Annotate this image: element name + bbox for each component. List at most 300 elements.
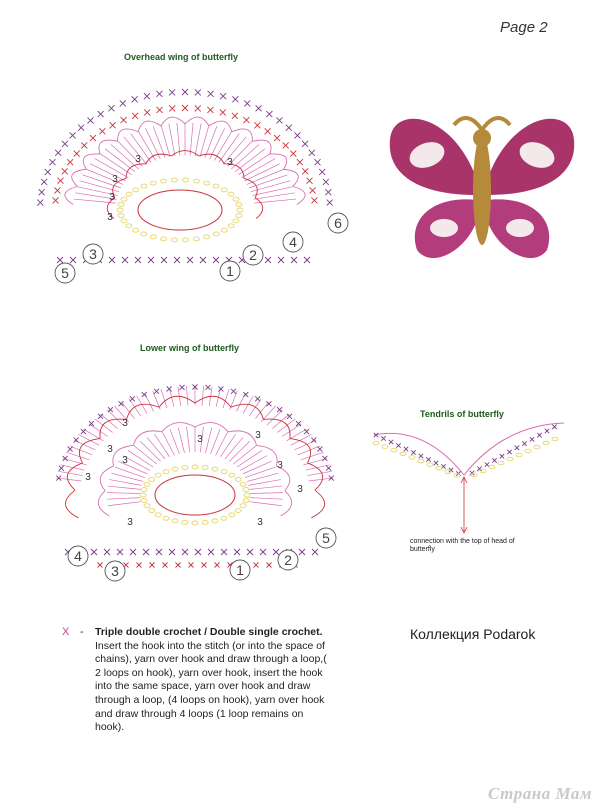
stitch-mark <box>108 105 114 111</box>
chain-stitch <box>525 449 531 453</box>
stitch-mark <box>154 389 159 394</box>
chain-stitch <box>236 214 242 218</box>
stitch-mark <box>163 563 168 568</box>
stitch-mark <box>311 197 317 203</box>
stitch-mark <box>260 549 266 555</box>
stitch-mark <box>110 122 116 128</box>
stitch-mark <box>277 407 282 412</box>
chain-stitch <box>171 238 177 242</box>
stitch-mark <box>266 111 272 117</box>
chain-stitch <box>418 459 424 463</box>
stitch-mark <box>182 549 188 555</box>
stitch-mark <box>315 159 321 165</box>
stitch-mark <box>327 200 333 206</box>
stitch-post <box>282 424 301 437</box>
stitch-mark <box>220 109 226 115</box>
stitch-mark <box>74 438 79 443</box>
stitch-mark <box>325 189 331 195</box>
stitch-mark <box>109 257 115 263</box>
stitch-mark <box>265 257 271 263</box>
stitch-mark <box>291 257 297 263</box>
chain-stitch <box>240 504 246 508</box>
stitch-mark <box>70 132 76 138</box>
stitch-mark <box>205 385 210 390</box>
stitch-mark <box>276 117 282 123</box>
lower-step-3: 3 <box>111 563 119 579</box>
chain-stitch <box>163 516 169 520</box>
scallop-row <box>65 396 324 518</box>
collection-label: Коллекция Podarok <box>410 626 536 642</box>
stitch-mark <box>98 111 104 117</box>
chain-stitch <box>221 470 227 474</box>
stitch-post <box>107 498 140 500</box>
stitch-mark <box>117 549 123 555</box>
row-number: 3 <box>122 418 128 429</box>
stitch-post <box>250 498 283 500</box>
row-number: 3 <box>112 174 118 185</box>
stitch-mark <box>156 91 162 97</box>
stitch-post <box>225 437 243 459</box>
butterfly-body <box>473 135 491 245</box>
stitch-mark <box>122 257 128 263</box>
stitch-mark <box>309 150 315 156</box>
stitch-mark <box>243 117 249 123</box>
chain-stitch <box>150 181 156 185</box>
chain-stitch <box>391 448 397 452</box>
stitch-mark <box>88 117 94 123</box>
stitch-mark <box>41 179 47 185</box>
stitch-mark <box>213 257 219 263</box>
stitch-mark <box>187 257 193 263</box>
stitch-mark <box>53 197 59 203</box>
row-number: 3 <box>107 444 113 455</box>
stitch-mark <box>189 563 194 568</box>
stitch-mark <box>182 105 188 111</box>
stitch-mark <box>515 446 519 450</box>
stitch-mark <box>302 168 308 174</box>
connection-note: connection with the top of head of butterfly <box>410 538 515 553</box>
stitch-post <box>60 465 84 470</box>
chain-stitch <box>498 461 504 465</box>
stitch-mark <box>207 107 213 113</box>
chain-stitch <box>516 453 522 457</box>
chain-stitch <box>228 192 234 196</box>
chain-stitch <box>221 188 227 192</box>
chain-stitch <box>155 473 161 477</box>
stitch-mark <box>286 125 292 131</box>
stitch-post <box>186 386 188 405</box>
stitch-mark <box>78 125 84 131</box>
stitch-post <box>108 486 141 489</box>
chain-stitch <box>141 184 147 188</box>
chain-stitch <box>233 197 239 201</box>
row-number: 3 <box>227 157 233 168</box>
stitch-post <box>223 389 229 408</box>
stitch-mark <box>254 122 260 128</box>
stitch-mark <box>287 414 292 419</box>
chain-stitch <box>126 192 132 196</box>
stitch-mark <box>81 429 86 434</box>
row-number: 3 <box>297 484 303 495</box>
stitch-mark <box>404 447 408 451</box>
chain-stitch <box>235 477 241 481</box>
stitch-mark <box>530 437 534 441</box>
center-ring-outline <box>138 190 222 230</box>
chain-stitch <box>233 219 239 223</box>
stitch-mark <box>232 113 238 119</box>
stitch-mark <box>81 142 87 148</box>
stitch-mark <box>312 549 318 555</box>
stitch-mark <box>99 128 105 134</box>
stitch-mark <box>45 169 51 175</box>
stitch-mark <box>57 178 63 184</box>
chain-stitch <box>192 465 198 469</box>
stitch-mark <box>167 386 172 391</box>
stitch-mark <box>142 392 147 397</box>
stitch-post <box>205 126 217 157</box>
stitch-mark <box>231 389 236 394</box>
lower-step-2: 2 <box>284 552 292 568</box>
upper-step-1: 1 <box>226 263 234 279</box>
stitch-mark <box>68 447 73 452</box>
stitch-post <box>153 126 165 157</box>
stitch-mark <box>195 549 201 555</box>
stitch-mark <box>265 128 271 134</box>
stitch-post <box>58 471 82 475</box>
chain-stitch <box>118 202 124 206</box>
stitch-mark <box>326 466 331 471</box>
stitch-mark <box>67 159 73 165</box>
chain-stitch <box>229 513 235 517</box>
chain-stitch <box>409 456 415 460</box>
row-number: 3 <box>107 212 113 223</box>
chain-stitch <box>202 466 208 470</box>
stitch-mark <box>161 257 167 263</box>
stitch-mark <box>70 257 76 263</box>
row-number: 3 <box>197 434 203 445</box>
stitch-post <box>109 480 141 486</box>
chain-stitch <box>144 482 150 486</box>
chain-stitch <box>212 519 218 523</box>
stitch-mark <box>98 563 103 568</box>
stitch-mark <box>434 461 438 465</box>
stitch-mark <box>254 563 259 568</box>
stitch-post <box>245 467 275 477</box>
chain-stitch <box>171 178 177 182</box>
lower-wing-title: Lower wing of butterfly <box>140 343 239 353</box>
chain-stitch <box>117 208 123 212</box>
row-number: 3 <box>122 455 128 466</box>
stitch-mark <box>381 436 385 440</box>
stitch-mark <box>545 429 549 433</box>
stitch-mark <box>157 107 163 113</box>
stitch-mark <box>137 563 142 568</box>
stitch-mark <box>169 105 175 111</box>
chain-stitch <box>182 466 188 470</box>
chain-stitch <box>480 469 486 473</box>
chain-stitch <box>228 224 234 228</box>
chain-stitch <box>141 498 147 502</box>
stitch-mark <box>62 141 68 147</box>
stitch-post <box>147 437 165 459</box>
chain-stitch <box>141 232 147 236</box>
stitch-mark <box>255 396 260 401</box>
stitch-post <box>177 123 180 156</box>
stitch-mark <box>221 549 227 555</box>
stitch-mark <box>426 457 430 461</box>
chain-stitch <box>204 181 210 185</box>
chain-stitch <box>507 457 513 461</box>
stitch-mark <box>208 549 214 555</box>
lower-step-1: 1 <box>236 562 244 578</box>
chain-stitch <box>172 519 178 523</box>
stitch-mark <box>485 462 489 466</box>
stitch-mark <box>49 159 55 165</box>
stitch-post <box>250 486 283 489</box>
stitch-post <box>307 471 331 475</box>
stitch-mark <box>396 443 400 447</box>
stitch-mark <box>500 454 504 458</box>
stitch-symbol: X <box>62 626 70 638</box>
stitch-post <box>249 502 282 506</box>
stitch-mark <box>311 438 316 443</box>
chain-stitch <box>140 493 146 497</box>
stitch-post <box>267 410 283 425</box>
stitch-mark <box>132 113 138 119</box>
stitch-post <box>107 493 140 494</box>
stitch-mark <box>74 151 80 157</box>
stitch-mark <box>104 549 110 555</box>
wing-hole <box>506 219 534 237</box>
stitch-mark <box>195 89 201 95</box>
stitch-post <box>247 473 278 481</box>
stitch-mark <box>267 563 272 568</box>
stitch-mark <box>507 450 511 454</box>
stitch-mark <box>294 132 300 138</box>
stitch-mark <box>310 187 316 193</box>
chain-stitch <box>221 228 227 232</box>
chain-stitch <box>243 498 249 502</box>
stitch-post <box>89 424 108 437</box>
chain-stitch <box>133 188 139 192</box>
stitch-mark <box>121 117 127 123</box>
stitch-mark <box>243 392 248 397</box>
stitch-mark <box>234 549 240 555</box>
stitch-mark <box>150 563 155 568</box>
chain-stitch <box>400 452 406 456</box>
stitch-mark <box>274 135 280 141</box>
stitch-post <box>169 124 175 156</box>
chain-stitch <box>235 509 241 513</box>
chain-stitch <box>161 237 167 241</box>
stitch-mark <box>37 200 43 206</box>
chain-stitch <box>141 488 147 492</box>
stitch-post <box>161 389 167 408</box>
chain-stitch <box>183 178 189 182</box>
stitch-mark <box>323 179 329 185</box>
upper-step-4: 4 <box>289 234 297 250</box>
stitch-name: Triple double crochet / Double single crochet. <box>95 626 323 638</box>
lower-wing-diagram <box>40 360 360 590</box>
chain-stitch <box>213 232 219 236</box>
tendrils-diagram <box>364 415 574 540</box>
stitch-mark <box>180 385 185 390</box>
chain-stitch <box>126 224 132 228</box>
stitch-post <box>240 456 267 471</box>
stitch-mark <box>492 458 496 462</box>
chain-stitch <box>193 237 199 241</box>
chain-stitch <box>183 238 189 242</box>
chain-stitch <box>182 520 188 524</box>
legend-description <box>95 626 335 735</box>
stitch-post <box>195 124 201 156</box>
stitch-mark <box>176 563 181 568</box>
stitch-mark <box>156 549 162 555</box>
chain-stitch <box>161 179 167 183</box>
stitch-post <box>161 125 170 157</box>
stitch-post <box>237 450 262 467</box>
chain-stitch <box>163 470 169 474</box>
stitch-post <box>200 125 209 157</box>
stitch-mark <box>297 159 303 165</box>
chain-stitch <box>150 235 156 239</box>
stitch-post <box>190 123 193 156</box>
butterfly-antennae <box>454 118 510 130</box>
butterfly-photo <box>382 100 582 275</box>
stitch-mark <box>522 441 526 445</box>
butterfly-head <box>473 129 491 147</box>
wing-hole <box>430 219 458 237</box>
stitch-post <box>306 465 330 470</box>
row-number: 3 <box>257 517 263 528</box>
stitch-mark <box>552 425 556 429</box>
chain-stitch <box>213 184 219 188</box>
row-number: 3 <box>135 154 141 165</box>
stitch-mark <box>283 142 289 148</box>
chain-stitch <box>155 513 161 517</box>
stitch-mark <box>132 96 138 102</box>
stitch-mark <box>389 440 393 444</box>
stitch-mark <box>59 466 64 471</box>
stitch-mark <box>130 396 135 401</box>
stitch-mark <box>232 96 238 102</box>
chain-stitch <box>212 467 218 471</box>
stitch-mark <box>218 386 223 391</box>
upper-step-5: 5 <box>61 265 69 281</box>
stitch-mark <box>307 178 313 184</box>
stitch-post <box>220 434 235 457</box>
row-number: 3 <box>85 472 91 483</box>
stitch-mark <box>477 467 481 471</box>
stitch-post <box>233 446 256 465</box>
stitch-mark <box>91 549 97 555</box>
stitch-instructions: Insert the hook into the stitch (or into the space of chains), yarn over hook and draw through a loop,( 2 loops on hook), yarn over hook, insert the hook into the same space, yarn over hook and draw through a loop, (4 loops on hook), yarn over hook and draw through 4 loops (1 loop remains on hook). <box>95 639 327 734</box>
chain-stitch <box>144 504 150 508</box>
stitch-mark <box>304 257 310 263</box>
stitch-mark <box>244 100 250 106</box>
stitch-mark <box>195 105 201 111</box>
chain-stitch <box>237 208 243 212</box>
stitch-mark <box>256 105 262 111</box>
stitch-mark <box>108 407 113 412</box>
upper-wing-title: Overhead wing of butterfly <box>124 52 239 62</box>
stitch-post <box>250 493 283 494</box>
chain-stitch <box>240 482 246 486</box>
stitch-mark <box>39 189 45 195</box>
stitch-post <box>128 450 153 467</box>
stitch-mark <box>90 135 96 141</box>
stitch-mark <box>247 549 253 555</box>
chain-stitch <box>121 219 127 223</box>
stitch-mark <box>130 549 136 555</box>
stitch-mark <box>299 549 305 555</box>
stitch-mark <box>54 187 60 193</box>
chain-stitch <box>436 466 442 470</box>
chain-stitch <box>121 197 127 201</box>
chain-stitch <box>149 509 155 513</box>
stitch-post <box>243 461 272 474</box>
watermark: Страна Мам <box>488 784 593 803</box>
stitch-post <box>107 410 123 425</box>
chain-stitch <box>373 441 379 445</box>
stitch-mark <box>220 93 226 99</box>
stitch-mark <box>304 429 309 434</box>
chain-stitch <box>382 445 388 449</box>
chain-stitch <box>534 445 540 449</box>
stitch-mark <box>62 168 68 174</box>
chain-stitch <box>149 477 155 481</box>
stitch-post <box>66 452 89 460</box>
chain-stitch <box>118 214 124 218</box>
lower-step-5: 5 <box>322 530 330 546</box>
chain-stitch <box>543 441 549 445</box>
stitch-post <box>108 502 141 506</box>
stitch-post <box>187 427 190 453</box>
stitch-mark <box>419 454 423 458</box>
chain-stitch <box>192 521 198 525</box>
stitch-mark <box>411 450 415 454</box>
upper-step-6: 6 <box>334 215 342 231</box>
stitch-mark <box>302 141 308 147</box>
stitch-mark <box>202 563 207 568</box>
upper-wing-diagram <box>20 70 360 290</box>
chain-stitch <box>427 463 433 467</box>
stitch-mark <box>144 109 150 115</box>
row-number: 3 <box>109 192 115 203</box>
stitch-mark <box>55 150 61 156</box>
page-number: Page 2 <box>500 19 548 36</box>
row-number: 3 <box>277 460 283 471</box>
stitch-post <box>272 414 289 428</box>
stitch-mark <box>208 91 214 97</box>
chain-stitch <box>552 437 558 441</box>
stitch-mark <box>317 447 322 452</box>
stitch-mark <box>182 89 188 95</box>
stitch-post <box>202 386 204 405</box>
stitch-post <box>205 428 211 453</box>
stitch-mark <box>215 563 220 568</box>
stitch-mark <box>537 433 541 437</box>
stitch-post <box>154 434 169 457</box>
chain-stitch <box>172 467 178 471</box>
chain-stitch <box>133 228 139 232</box>
upper-step-2: 2 <box>249 247 257 263</box>
center-ring-outline <box>155 475 235 515</box>
stitch-mark <box>148 257 154 263</box>
stitch-mark <box>169 549 175 555</box>
lower-step-4: 4 <box>74 548 82 564</box>
stitch-post <box>178 428 184 453</box>
